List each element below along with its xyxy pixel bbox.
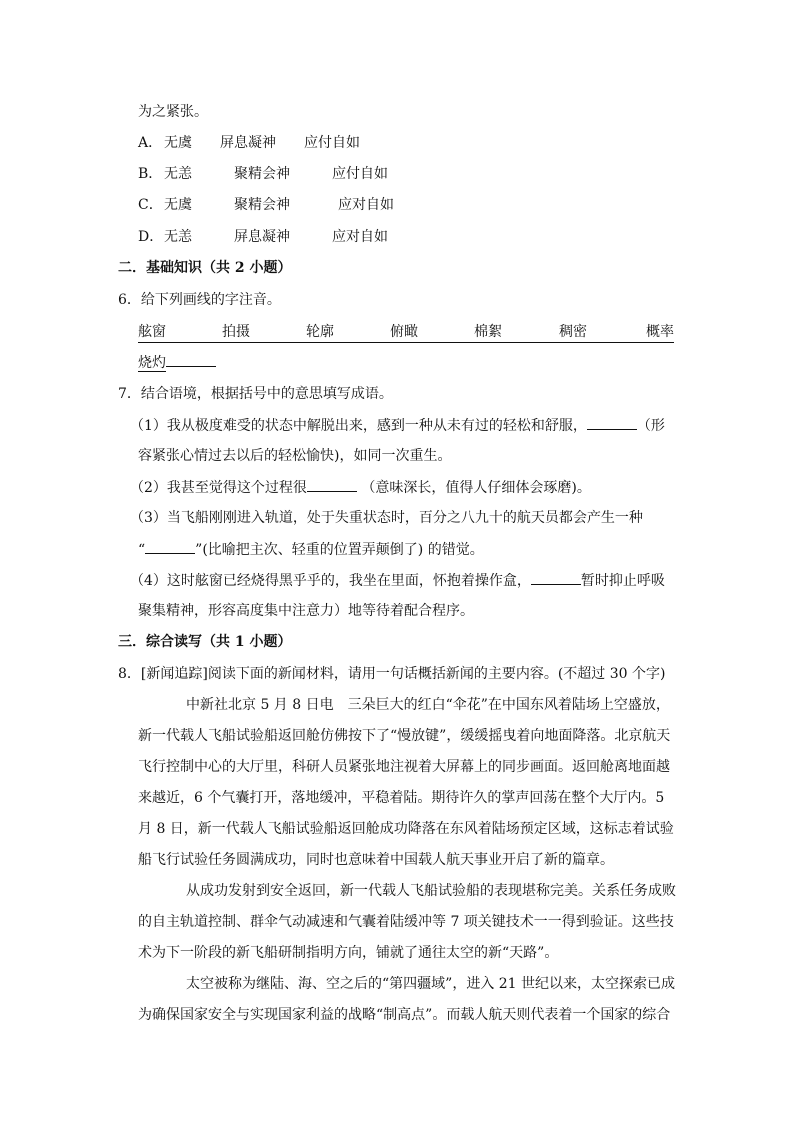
option-word-1: 无恙 [164,229,192,245]
word-item: 拍摄 [222,324,250,340]
section-2-title: 二．基础知识（共 2 小题） [118,260,292,276]
word-item: 烧灼 [138,355,166,371]
q6-last-line [138,352,216,373]
option-word-1: 无恙 [164,166,192,182]
q7-sentence-2 [130,477,591,498]
sentence-text: ”(比喻把主次、轻重的位置弄颠倒了) 的错觉。 [195,542,484,558]
option-word-3: 应付自如 [332,166,388,182]
sentence-text: （4）这时舷窗已经烧得黑乎乎的，我坐在里面，怀抱着操作盒， [130,573,531,589]
answer-blank[interactable] [307,477,357,492]
answer-blank[interactable] [587,415,637,430]
q6-stem: 6．给下列画线的字注音。 [118,292,281,308]
q7-sentence-3: （3）当飞船刚刚进入轨道，处于失重状态时，百分之八九十的航天员都会产生一种 [130,510,643,526]
word-item: 概率 [646,324,674,340]
section-3-title: 三．综合读写（共 1 小题） [118,634,292,650]
option-word-1: 无虞 [164,197,192,213]
news-paragraph-2: 从成功发射到安全返回，新一代载人飞船试验船的表现堪称完美。关系任务成败的自主轨道控制、群伞气动减速和气囊着陆缓冲等 7 项关键技术一一得到验证。这些技术为下一阶段的新飞船研制指明方向，铺就了通往太空的新“天路”。 [138,883,676,961]
news-paragraph-1: 中新社北京 5 月 8 日电 三朵巨大的红白“伞花”在中国东风着陆场上空盛放，新一代载人飞船试验船返回舱仿佛按下了“慢放键”，缓缓摇曳着向地面降落。北京航天飞行控制中心的大厅里，科研人员紧张地注视着大屏幕上的同步画面。返回舱离地面越来越近，6 个气囊打开，落地缓冲，平稳着陆。期待许久的掌声回荡在整个大厅内。5 月 8 日，新一代载人飞船试验船返回舱成功降落在东风着陆场预定区域，这标志着试验船飞行试验任务圆满成功，同时也意味着中国载人航天事业开启了新的篇章。 [138,697,674,868]
q7-sentence-3-cont [138,539,484,560]
sentence-text: 暂时抑止呼吸 [580,573,665,589]
answer-blank[interactable] [531,570,581,585]
word-item: 稠密 [559,324,587,340]
option-letter: B． [138,166,163,182]
word-item: 俯瞰 [390,324,418,340]
option-word-3: 应付自如 [304,135,360,151]
option-word-2: 聚精会神 [234,197,290,213]
option-letter: A． [138,135,163,151]
sentence-text: （1）我从极度难受的状态中解脱出来，感到一种从未有过的轻松和舒服， [130,418,587,434]
sentence-text: （2）我甚至觉得这个过程很 [130,480,307,496]
news-paragraph-3: 太空被称为继陆、海、空之后的“第四疆域”，进入 21 世纪以来，太空探索已成为确保国家安全与实现国家利益的战略“制高点”。而载人航天则代表着一个国家的综合 [138,976,676,1023]
q7-sentence-1 [130,415,665,436]
answer-blank[interactable] [145,539,195,554]
option-letter: D． [138,229,164,245]
q7-sentence-4-cont: 聚集精神，形容高度集中注意力）地等待着配合程序。 [138,603,474,619]
option-word-3: 应对自如 [332,229,388,245]
option-letter: C． [138,197,163,213]
word-item: 舷窗 [138,324,166,340]
option-word-2: 屏息凝神 [220,135,276,151]
option-word-3: 应对自如 [338,197,394,213]
answer-blank[interactable] [166,352,216,367]
q7-stem: 7．结合语境，根据括号中的意思填写成语。 [118,386,393,402]
option-word-2: 屏息凝神 [234,229,290,245]
q6-word-list [138,322,674,343]
q7-sentence-1-cont: 容紧张心情过去以后的轻松愉快)，如同一次重生。 [138,448,452,464]
q8-stem: 8．[新闻追踪]阅读下面的新闻材料，请用一句话概括新闻的主要内容。(不超过 30 个字) [118,666,666,682]
option-word-2: 聚精会神 [234,166,290,182]
sentence-text: （形 [636,418,665,434]
q5-tail: 为之紧张。 [138,104,208,120]
word-item: 棉絮 [474,324,502,340]
sentence-text: （意味深长，值得人仔细体会琢磨)。 [356,480,591,496]
sentence-text: “ [138,542,146,558]
q7-sentence-4 [130,570,665,591]
option-word-1: 无虞 [164,135,192,151]
word-item: 轮廓 [306,324,334,340]
